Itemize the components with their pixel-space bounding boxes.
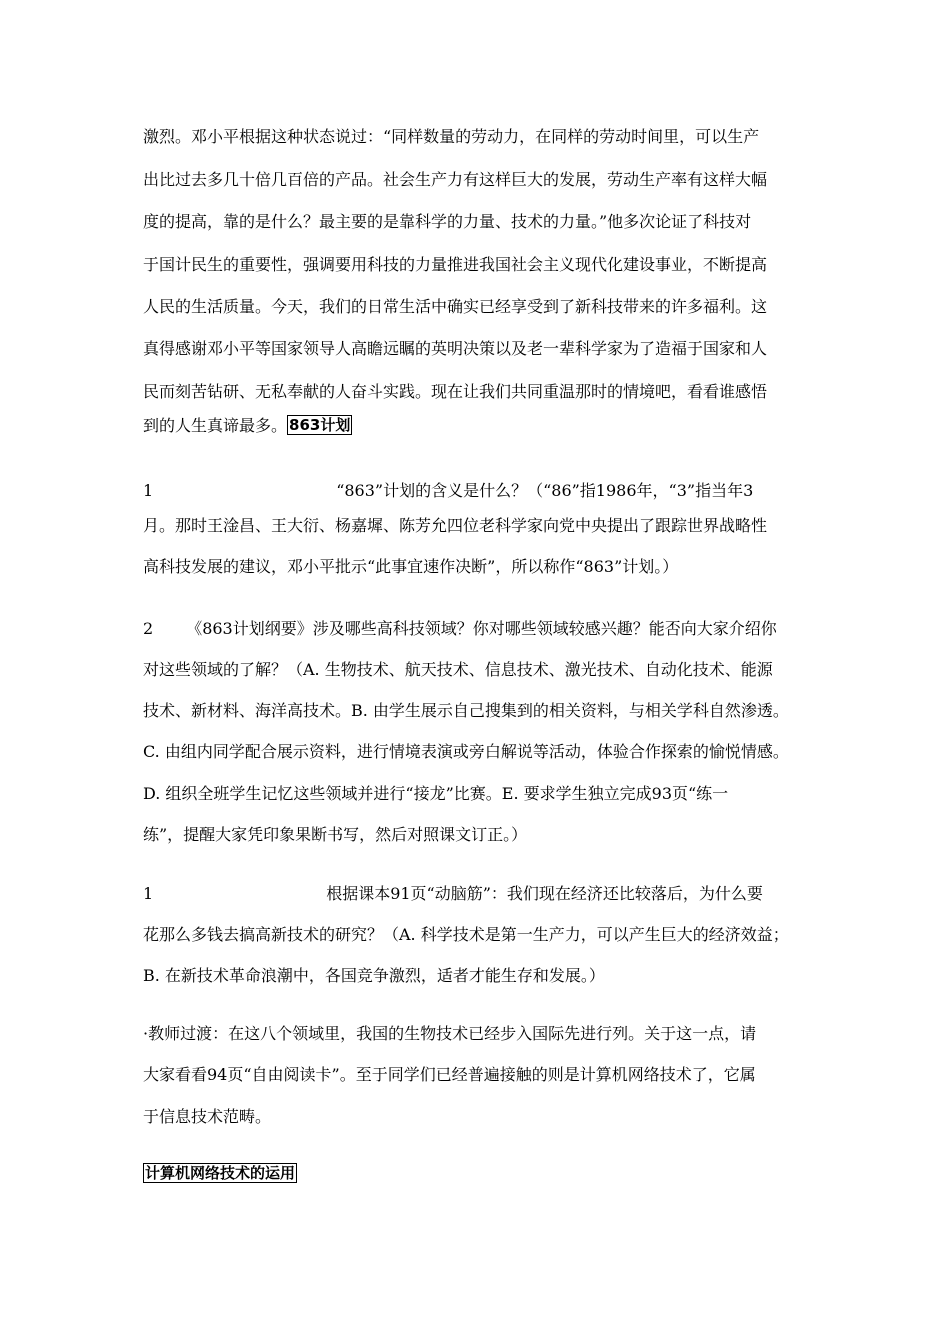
section-heading: 计算机网络技术的运用 — [145, 1164, 296, 1182]
paragraph-line: 激烈。邓小平根据这种状态说过：“同样数量的劳动力，在同样的劳动时间里，可以生产 — [143, 127, 760, 146]
transition-line: 于信息技术范畴。 — [143, 1107, 272, 1126]
question-line: 对这些领域的了解？（A. 生物技术、航天技术、信息技术、激光技术、自动化技术、能源 — [143, 660, 773, 679]
question-number: 2 — [143, 619, 154, 638]
question-line: 高科技发展的建议，邓小平批示“此事宜速作决断”，所以称作“863”计划。） — [143, 557, 679, 576]
paragraph-line: 人民的生活质量。今天，我们的日常生活中确实已经享受到了新科技带来的许多福利。这 — [143, 297, 768, 316]
question-line: 月。那时王淦昌、王大衍、杨嘉墀、陈芳允四位老科学家向党中央提出了跟踪世界战略性 — [143, 516, 768, 535]
question-line: 花那么多钱去搞高新技术的研究？（A. 科学技术是第一生产力，可以产生巨大的经济效益； — [143, 925, 789, 944]
question-line: D. 组织全班学生记忆这些领域并进行“接龙”比赛。E. 要求学生独立完成93页“练一 — [143, 784, 729, 803]
question-1-first-line — [143, 480, 753, 502]
question-line: 练”，提醒大家凭印象果断书写，然后对照课文订正。） — [143, 825, 528, 844]
paragraph-line: 真得感谢邓小平等国家领导人高瞻远瞩的英明决策以及老一辈科学家为了造福于国家和人 — [143, 339, 768, 358]
paragraph-line-with-heading — [143, 415, 352, 437]
question-3-first-line — [143, 883, 763, 905]
paragraph-line: 出比过去多几十倍几百倍的产品。社会生产力有这样巨大的发展，劳动生产率有这样大幅 — [143, 170, 768, 189]
boxed-heading-863: 863计划 — [289, 416, 351, 434]
transition-line: ·教师过渡：在这八个领域里，我国的生物技术已经步入国际先进行列。关于这一点，请 — [143, 1024, 757, 1043]
section-heading-line — [143, 1163, 297, 1185]
question-line: C. 由组内同学配合展示资料，进行情境表演或旁白解说等活动，体验合作探索的愉悦情感。 — [143, 742, 789, 761]
question-text: 根据课本91页“动脑筋”：我们现在经济还比较落后，为什么要 — [326, 884, 763, 903]
question-text: “863”计划的含义是什么？（“86”指1986年，“3”指当年3 — [336, 481, 754, 500]
paragraph-line: 到的人生真谛最多。 — [143, 416, 288, 435]
question-line: 技术、新材料、海洋高技术。B. 由学生展示自己搜集到的相关资料，与相关学科自然渗透。 — [143, 701, 789, 720]
paragraph-line: 度的提高，靠的是什么？最主要的是靠科学的力量、技术的力量。”他多次论证了科技对 — [143, 212, 752, 231]
transition-line: 大家看看94页“自由阅读卡”。至于同学们已经普遍接触的则是计算机网络技术了，它属 — [143, 1065, 756, 1084]
question-line: B. 在新技术革命浪潮中，各国竞争激烈，适者才能生存和发展。） — [143, 966, 605, 985]
question-2-first-line — [143, 618, 777, 640]
question-number: 1 — [143, 481, 154, 500]
paragraph-line: 民而刻苦钻研、无私奉献的人奋斗实践。现在让我们共同重温那时的情境吧，看看谁感悟 — [143, 382, 768, 401]
question-number: 1 — [143, 884, 154, 903]
paragraph-line: 于国计民生的重要性，强调要用科技的力量推进我国社会主义现代化建设事业，不断提高 — [143, 255, 768, 274]
question-text: 《863计划纲要》涉及哪些高科技领域？你对哪些领域较感兴趣？能否向大家介绍你 — [186, 619, 777, 638]
